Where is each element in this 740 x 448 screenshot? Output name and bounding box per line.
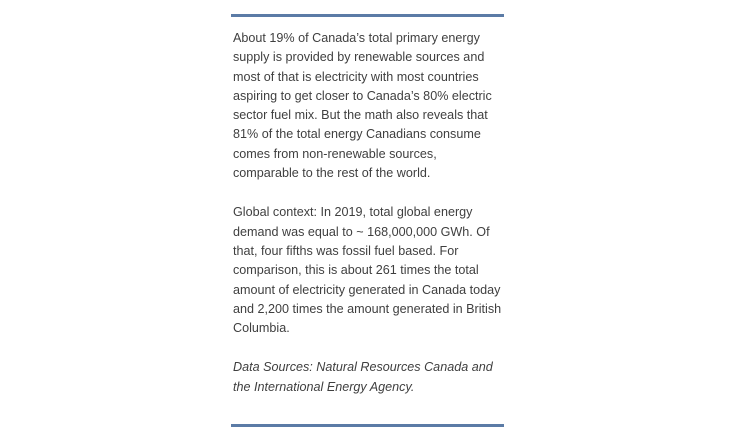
bottom-rule [231,424,504,427]
top-rule [231,14,504,17]
data-sources: Data Sources: Natural Resources Canada and the International Energy Agency. [233,360,493,394]
sidebar-content [233,29,504,397]
paragraph-renewables: About 19% of Canada’s total primary energy supply is provided by renewable sources and most of that is electricity with most countries aspiring to get closer to Canada’s 80% electric sector fuel mix. But the math also reveals that 81% of the total energy Canadians consume comes from non-renewable sources, comparable to the rest of the world. [233,31,492,181]
sidebar-box [231,14,504,430]
paragraph-global-context: Global context: In 2019, total global energy demand was equal to ~ 168,000,000 GWh. Of that, four fifths was fossil fuel based. For comparison, this is about 261 times the total amount of electricity generated in Canada today and 2,200 times the amount generated in British Columbia. [233,205,502,336]
